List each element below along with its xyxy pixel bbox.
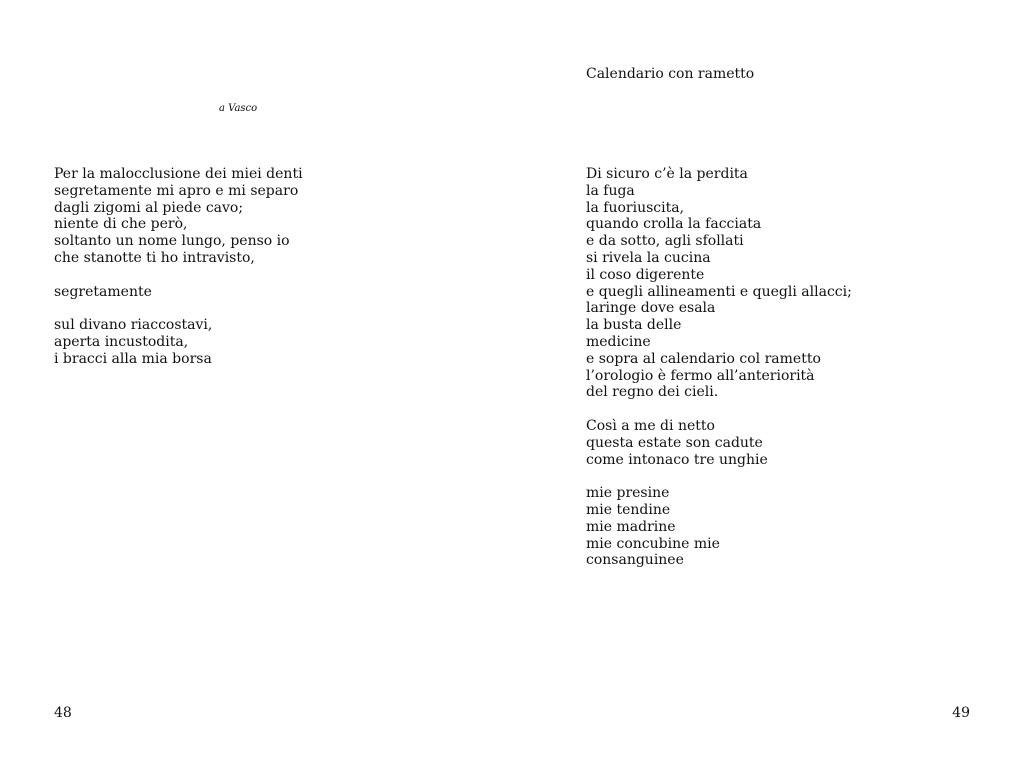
left-poem xyxy=(54,166,303,368)
poem-line: mie tendine xyxy=(586,501,671,518)
poem-line: e da sotto, agli sfollati xyxy=(586,233,744,250)
poem-line: dagli zigomi al piede cavo; xyxy=(54,199,244,216)
poem-line: mie madrine xyxy=(586,518,676,535)
poem-line: segretamente xyxy=(54,283,152,300)
poem-line: quando crolla la facciata xyxy=(586,216,762,233)
poem-line: si rivela la cucina xyxy=(586,249,711,266)
dedication: a Vasco xyxy=(219,103,258,114)
poem-line: mie concubine mie xyxy=(586,535,720,552)
stanza xyxy=(586,485,852,569)
poem-line: consanguinee xyxy=(586,552,684,569)
poem-line: laringe dove esala xyxy=(586,300,716,317)
poem-line: e quegli allineamenti e quegli allacci; xyxy=(586,283,852,300)
poem-line: questa estate son cadute xyxy=(586,434,763,451)
poem-line: come intonaco tre unghie xyxy=(586,451,768,468)
poem-line: Di sicuro c’è la perdita xyxy=(586,166,748,182)
poem-line: l’orologio è fermo all’anteriorità xyxy=(586,367,815,384)
poem-line: Per la malocclusione dei miei denti xyxy=(54,166,303,182)
stanza xyxy=(586,166,852,401)
stanza xyxy=(54,317,303,367)
poem-line: la busta delle xyxy=(586,317,682,334)
poem-line: aperta incustodita, xyxy=(54,333,189,350)
poem-line: del regno dei cieli. xyxy=(586,384,719,401)
poem-line: il coso digerente xyxy=(586,266,705,283)
poem-line: mie presine xyxy=(586,485,670,502)
poem-line: la fuga xyxy=(586,182,635,199)
poem-line: segretamente mi apro e mi separo xyxy=(54,182,299,199)
poem-line: medicine xyxy=(586,333,651,350)
right-page xyxy=(512,0,1024,770)
stanza xyxy=(54,166,303,267)
poem-line: che stanotte ti ho intravisto, xyxy=(54,249,255,266)
poem-line: Così a me di netto xyxy=(586,417,715,434)
poem-line: sul divano riaccostavi, xyxy=(54,317,213,334)
page-number-left: 48 xyxy=(54,705,72,721)
stanza xyxy=(586,418,852,468)
poem-line: e sopra al calendario col rametto xyxy=(586,350,821,367)
poem-line: la fuoriuscita, xyxy=(586,199,685,216)
poem-title: Calendario con rametto xyxy=(586,66,755,82)
right-poem xyxy=(586,166,852,569)
poem-line: niente di che però, xyxy=(54,216,188,233)
page-number-right: 49 xyxy=(952,705,970,721)
poem-line: i bracci alla mia borsa xyxy=(54,350,212,367)
stanza xyxy=(54,284,303,301)
poem-line: soltanto un nome lungo, penso io xyxy=(54,233,290,250)
